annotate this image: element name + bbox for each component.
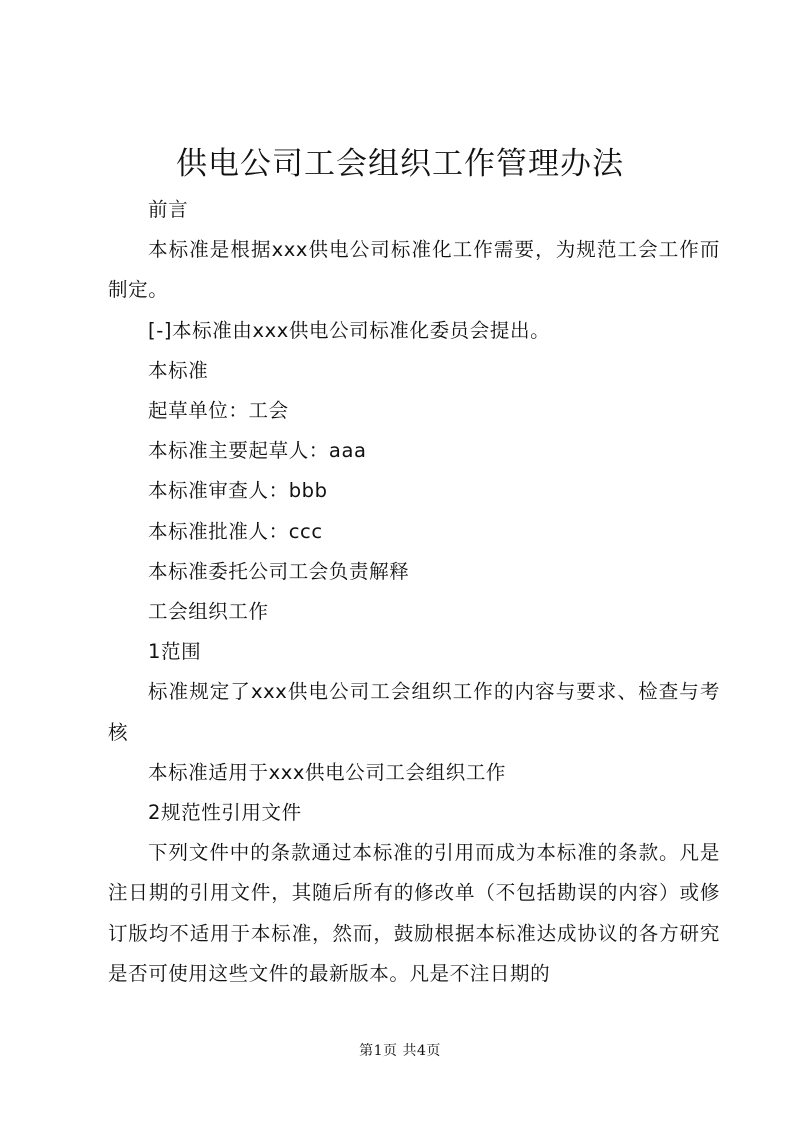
paragraph-proposer: [-]本标准由xxx供电公司标准化委员会提出。 [148,318,551,342]
paragraph-main-drafter: 本标准主要起草人：aaa [148,439,367,463]
document-title: 供电公司工会组织工作管理办法 [176,146,624,182]
paragraph-scope-applicability: 本标准适用于xxx供电公司工会组织工作 [148,760,507,784]
paragraph-reviewer: 本标准审查人：bbb [148,479,328,503]
paragraph-references: 下列文件中的条款通过本标准的引用而成为本标准的条款。凡是注日期的引用文件，其随后所有的修改单（不包括勘误的内容）或修订版均不适用于本标准，然而，鼓励根据本标准达成协议的各方研究是否可使用这些文件的最新版本。凡是不注日期的 [108,841,720,985]
section-heading-references: 2规范性引用文件 [148,801,302,825]
paragraph-approver: 本标准批准人：ccc [148,519,323,543]
paragraph-scope-content: 标准规定了xxx供电公司工会组织工作的内容与要求、检查与考核 [108,680,720,744]
document-body [108,190,720,994]
paragraph-interpretation: 本标准委托公司工会负责解释 [148,559,410,583]
page-footer: 第1页 共4页 [359,1043,441,1059]
paragraph-union-work: 工会组织工作 [148,600,269,624]
paragraph-purpose: 本标准是根据xxx供电公司标准化工作需要，为规范工会工作而制定。 [108,238,720,302]
paragraph-drafting-unit: 起草单位：工会 [148,399,289,423]
paragraph-standard: 本标准 [148,358,209,382]
paragraph-preface: 前言 [148,198,189,221]
section-heading-scope: 1范围 [148,640,202,664]
